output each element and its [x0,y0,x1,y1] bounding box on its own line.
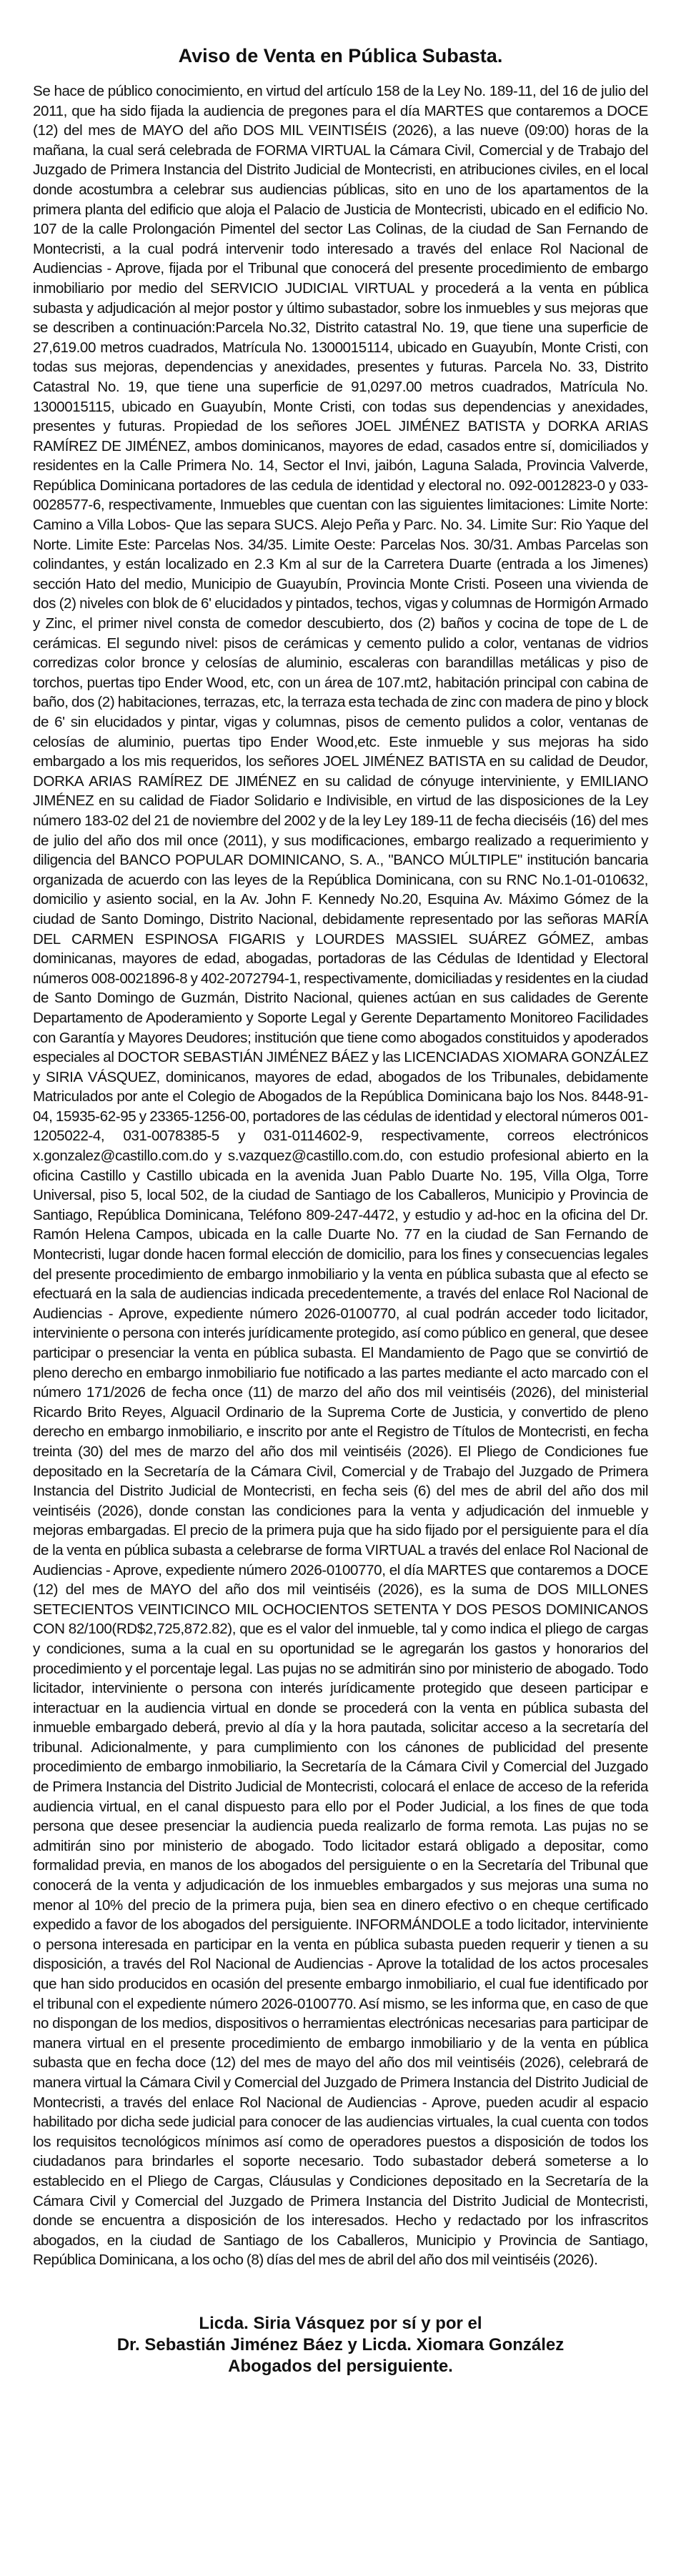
signature-line-1: Licda. Siria Vásquez por sí y por el [199,2313,482,2333]
signature-line-3: Abogados del persiguiente. [228,2356,453,2376]
signature-line-2: Dr. Sebastián Jiménez Báez y Licda. Xiomara González [116,2334,565,2354]
notice-title: Aviso de Venta en Pública Subasta. [178,45,503,66]
signature-block [33,2313,648,2377]
notice-body: Se hace de público conocimiento, en virtud del artículo 158 de la Ley No. 189-11, del 16 de julio del 2011, que ha sido fijada la audiencia de pregones para el día MARTES que contaremos a DOCE (12) del mes de MAYO del año DOS MIL VEINTISÉIS (2026), a las nueve (09:00) horas de la mañana, la cual será celebrada de FORMA VIRTUAL la Cámara Civil, Comercial y de Trabajo del Juzgado de Primera Instancia del Distrito Judicial de Montecristi, en atribuciones civiles, en el local donde acostumbra a celebrar sus audiencias públicas, sito en uno de los apartamentos de la primera planta del edificio que aloja el Palacio de Justicia de Montecristi, ubicado en el edificio No. 107 de la calle Prolongación Pimentel del sector Las Colinas, de la ciudad de San Fernando de Montecristi, a la cual podrá intervenir todo interesado a través del enlace Rol Nacional de Audiencias - Aprove, fijada por el Tribunal que conocerá del presente procedimiento de embargo inmobiliario por medio del SERVICIO JUDICIAL VIRTUAL y procederá a la venta en pública subasta y adjudicación al mejor postor y último subastador, sobre los inmuebles y sus mejoras que se describen a continuación:Parcela No.32, Distrito catastral No. 19, que tiene una superficie de 27,619.00 metros cuadrados, Matrícula No. 1300015114, ubicado en Guayubín, Monte Cristi, con todas sus mejoras, dependencias y anexidades, presentes y futuras. Parcela No. 33, Distrito Catastral No. 19, que tiene una superficie de 91,0297.00 metros cuadrados, Matrícula No. 1300015115, ubicado en Guayubín, Monte Cristi, con todas sus dependencias y anexidades, presentes y futuras. Propiedad de los señores JOEL JIMÉNEZ BATISTA y DORKA ARIAS RAMÍREZ DE JIMÉNEZ, ambos dominicanos, mayores de edad, casados entre sí, domiciliados y residentes en la Calle Primera No. 14, Sector el Invi, jaibón, Laguna Salada, Provincia Valverde, República Dominicana portadores de las cedula de identidad y electoral no. 092-0012823-0 y 033-0028577-6, respectivamente, Inmuebles que cuentan con las siguientes limitaciones: Limite Norte: Camino a Villa Lobos- Que las separa SUCS. Alejo Peña y Parc. No. 34. Limite Sur: Rio Yaque del Norte. Limite Este: Parcelas Nos. 34/35. Limite Oeste: Parcelas Nos. 30/31. Ambas Parcelas son colindantes, y están localizado en 2.3 Km al sur de la Carretera Duarte (entrada a los Jimenes) sección Hato del medio, Municipio de Guayubín, Provincia Monte Cristi. Poseen una vivienda de dos (2) niveles con blok de 6' elucidados y pintados, techos, vigas y columnas de Hormigón Armado y Zinc, el primer nivel consta de comedor descubierto, dos (2) baños y cocina de tope de L de cerámicas. El segundo nivel: pisos de cerámicas y cemento pulido a color, ventanas de vidrios corredizas color bronce y celosías de aluminio, escaleras con barandillas metálicas y piso de torchos, puertas tipo Ender Wood, etc, con un área de 107.mt2, habitación principal con cabina de baño, dos (2) habitaciones, terrazas, etc, la terraza esta techada de zinc con madera de pino y block de 6' sin elucidados y pintar, vigas y columnas, pisos de cemento pulidos a color, ventanas de celosías de aluminio, puertas tipo Ender Wood,etc. Este inmueble y sus mejoras ha sido embargado a los mis requeridos, los señores JOEL JIMÉNEZ BATISTA en su calidad de Deudor, DORKA ARIAS RAMÍREZ DE JIMÉNEZ en su calidad de cónyuge interviniente, y EMILIANO JIMÉNEZ en su calidad de Fiador Solidario e Indivisible, en virtud de las disposiciones de la Ley número 183-02 del 21 de noviembre del 2002 y de la ley Ley 189-11 de fecha dieciséis (16) del mes de julio del año dos mil once (2011), y sus modificaciones, embargo realizado a requerimiento y diligencia del BANCO POPULAR DOMINICANO, S. A., "BANCO MÚLTIPLE" institución bancaria organizada de acuerdo con las leyes de la República Dominicana, con su RNC No.1-01-010632, domicilio y asiento social, en la Av. John F. Kennedy No.20, Esquina Av. Máximo Gómez de la ciudad de Santo Domingo, Distrito Nacional, debidamente representado por las señoras MARÍA DEL CARMEN ESPINOSA FIGARIS y LOURDES MASSIEL SUÁREZ GÓMEZ, ambas dominicanas, mayores de edad, abogadas, portadoras de las Cédulas de Identidad y Electoral números 008-0021896-8 y 402-2072794-1, respectivamente, domiciliadas y residentes en la ciudad de Santo Domingo de Guzmán, Distrito Nacional, quienes actúan en sus calidades de Gerente Departamento de Apoderamiento y Soporte Legal y Gerente Departamento Monitoreo Facilidades con Garantía y Mayores Deudores; institución que tiene como abogados constituidos y apoderados especiales al DOCTOR SEBASTIÁN JIMÉNEZ BÁEZ y las LICENCIADAS XIOMARA GONZÁLEZ y SIRIA VÁSQUEZ, dominicanos, mayores de edad, abogados de los Tribunales, debidamente Matriculados por ante el Colegio de Abogados de la República Dominicana bajo los Nos. 8448-91-04, 15935-62-95 y 23365-1256-00, portadores de las cédulas de identidad y electoral números 001-1205022-4, 031-0078385-5 y 031-0114602-9, respectivamente, correos electrónicos x.gonzalez@castillo.com.do y s.vazquez@castillo.com.do, con estudio profesional abierto en la oficina Castillo y Castillo ubicada en la avenida Juan Pablo Duarte No. 195, Villa Olga, Torre Universal, piso 5, local 502, de la ciudad de Santiago de los Caballeros, Municipio y Provincia de Santiago, República Dominicana, Teléfono 809-247-4472, y estudio y ad-hoc en la oficina del Dr. Ramón Helena Campos, ubicada en la calle Duarte No. 77 en la ciudad de San Fernando de Montecristi, lugar donde hacen formal elección de domicilio, para los fines y consecuencias legales del presente procedimiento de embargo inmobiliario y la venta en pública subasta que al efecto se efectuará en la sala de audiencias indicada precedentemente, a través del enlace Rol Nacional de Audiencias - Aprove, expediente número 2026-0100770, al cual podrán acceder todo licitador, interviniente o persona con interés jurídicamente protegido, así como público en general, que desee participar o presenciar la venta en pública subasta. El Mandamiento de Pago que se convirtió de pleno derecho en embargo inmobiliario fue notificado a las partes mediante el acto marcado con el número 171/2026 de fecha once (11) de marzo del año dos mil veintiséis (2026), del ministerial Ricardo Brito Reyes, Alguacil Ordinario de la Suprema Corte de Justicia, y convertido de pleno derecho en embargo inmobiliario, e inscrito por ante el Registro de Títulos de Montecristi, en fecha treinta (30) del mes de marzo del año dos mil veintiséis (2026). El Pliego de Condiciones fue depositado en la Secretaría de la Cámara Civil, Comercial y de Trabajo del Juzgado de Primera Instancia del Distrito Judicial de Montecristi, en fecha seis (6) del mes de abril del año dos mil veintiséis (2026), donde constan las condiciones para la venta y adjudicación del inmueble y mejoras embargadas. El precio de la primera puja que ha sido fijado por el persiguiente para el día de la venta en pública subasta a celebrarse de forma VIRTUAL a través del enlace Rol Nacional de Audiencias - Aprove, expediente número 2026-0100770, el día MARTES que contaremos a DOCE (12) del mes de MAYO del año dos mil veintiséis (2026), es la suma de DOS MILLONES SETECIENTOS VEINTICINCO MIL OCHOCIENTOS SETENTA Y DOS PESOS DOMINICANOS CON 82/100(RD$2,725,872.82), que es el valor del inmueble, tal y como indica el pliego de cargas y condiciones, suma a la cual en su oportunidad se le agregarán los gastos y honorarios del procedimiento y el porcentaje legal. Las pujas no se admitirán sino por ministerio de abogado. Todo licitador, interviniente o persona con interés jurídicamente protegido que deseen participar e interactuar en la audiencia virtual en donde se procederá con la venta en pública subasta del inmueble embargado deberá, previo al día y la hora pautada, solicitar acceso a la secretaría del tribunal. Adicionalmente, y para cumplimiento con los cánones de publicidad del presente procedimiento de embargo inmobiliario, la Secretaría de la Cámara Civil y Comercial del Juzgado de Primera Instancia del Distrito Judicial de Montecristi, colocará el enlace de acceso de la referida audiencia virtual, en el canal dispuesto para ello por el Poder Judicial, a los fines de que toda persona que desee presenciar la audiencia pueda realizarlo de forma remota. Las pujas no se admitirán sino por ministerio de abogado. Todo licitador estará obligado a depositar, como formalidad previa, en manos de los abogados del persiguiente o en la Secretaría del Tribunal que conocerá de la venta y adjudicación de los inmuebles embargados y sus mejoras una suma no menor al 10% del precio de la primera puja, bien sea en dinero efectivo o en cheque certificado expedido a favor de los abogados del persiguiente. INFORMÁNDOLE a todo licitador, interviniente o persona interesada en participar en la venta en pública subasta pueden requerir y tienen a su disposición, a través del Rol Nacional de Audiencias - Aprove la totalidad de los actos procesales que han sido producidos en ocasión del presente embargo inmobiliario, el cual fue identificado por el tribunal con el expediente número 2026-0100770. Así mismo, se les informa que, en caso de que no dispongan de los medios, dispositivos o herramientas electrónicas necesarias para participar de manera virtual en el presente procedimiento de embargo inmobiliario y de la venta en pública subasta que en fecha doce (12) del mes de mayo del año dos mil veintiséis (2026), celebrará de manera virtual la Cámara Civil y Comercial del Juzgado de Primera Instancia del Distrito Judicial de Montecristi, a través del enlace Rol Nacional de Audiencias - Aprove, pueden acudir al espacio habilitado por dicha sede judicial para conocer de las audiencias virtuales, la cual cuenta con todos los requisitos tecnológicos mínimos así como de operadores puestos a disposición de todos los ciudadanos para brindarles el soporte necesario. Todo subastador deberá someterse a lo establecido en el Pliego de Cargas, Cláusulas y Condiciones depositado en la Secretaría de la Cámara Civil y Comercial del Juzgado de Primera Instancia del Distrito Judicial de Montecristi, donde se encuentra a disposición de los interesados. Hecho y redactado por los infrascritos abogados, en la ciudad de Santiago de los Caballeros, Municipio y Provincia de Santiago, República Dominicana, a los ocho (8) días del mes de abril del año dos mil veintiséis (2026). [33,83,648,2269]
